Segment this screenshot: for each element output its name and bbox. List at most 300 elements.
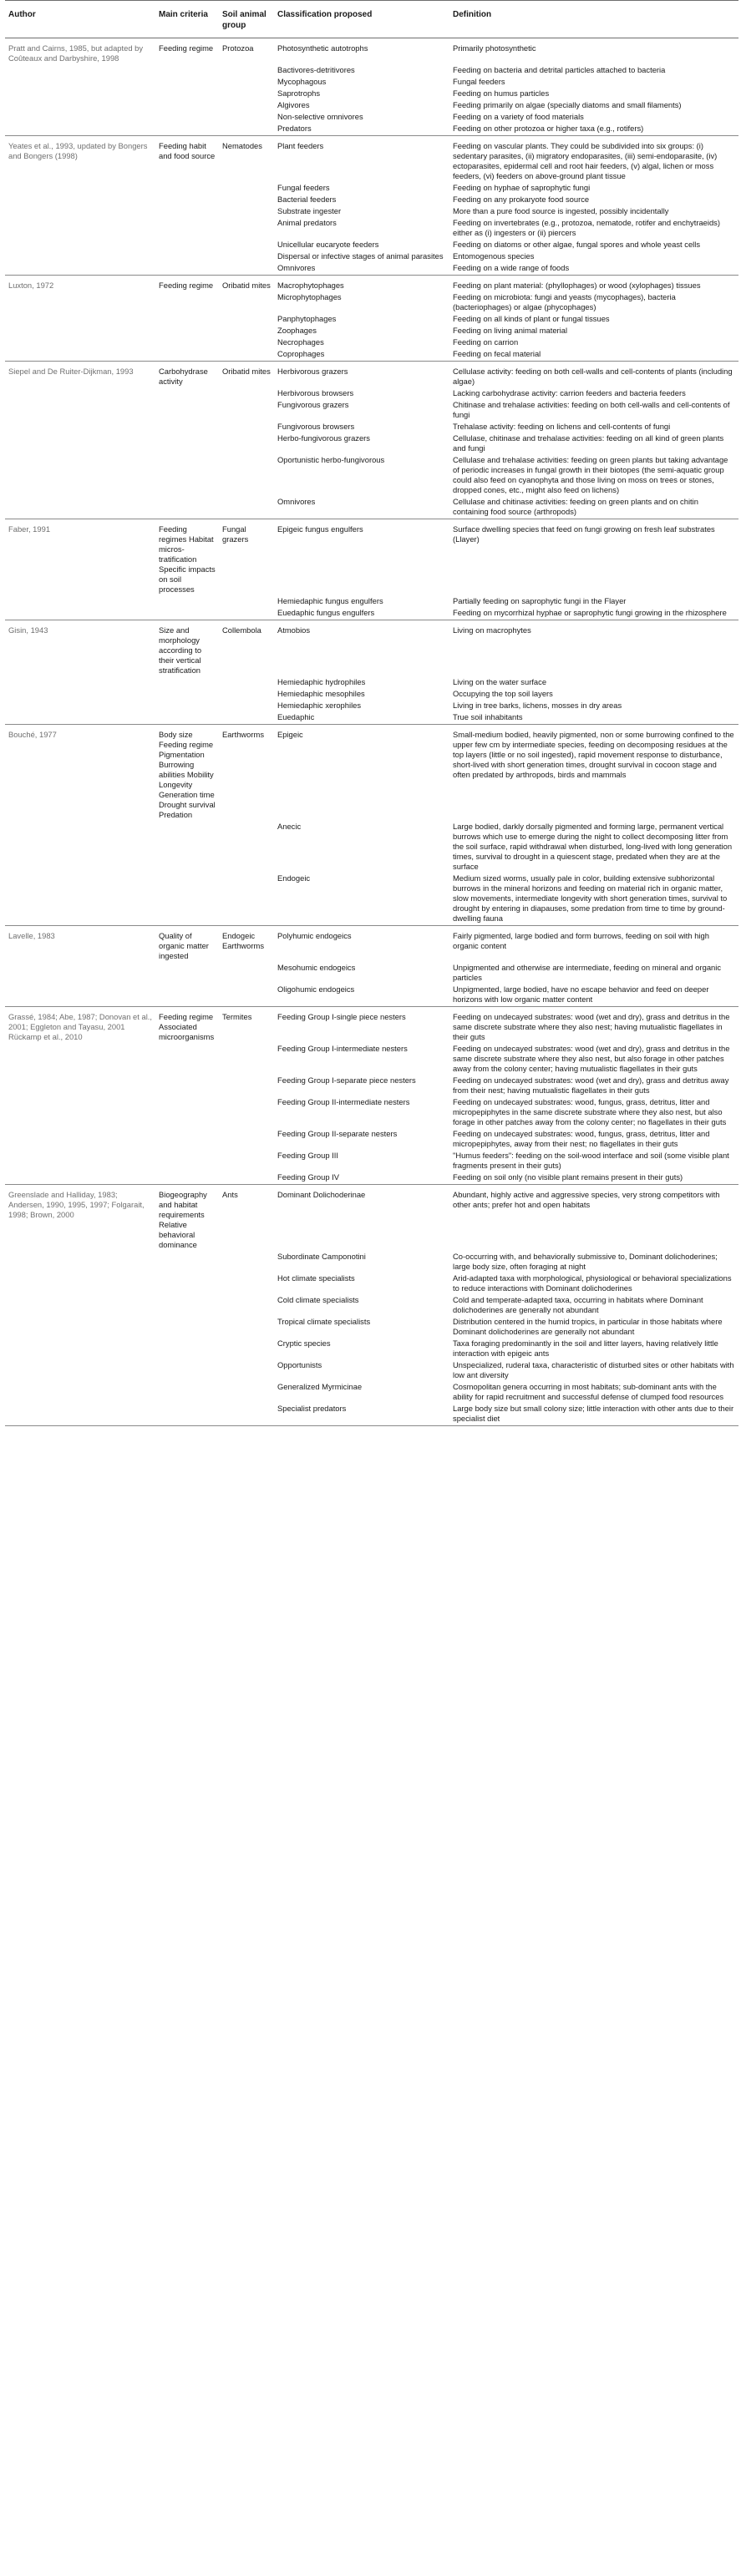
soil-group-cell [219,349,274,362]
author-cell [5,712,155,725]
classification-cell: Animal predators [277,218,337,227]
criteria-cell: Quality of organic matter ingested [159,931,209,960]
author-cell: Bouché, 1977 [8,730,57,739]
table-row [5,873,738,926]
classification-cell: Hemiedaphic xerophiles [277,701,362,710]
author-cell [5,1129,155,1151]
author-cell [5,337,155,349]
header-group: Soil animal group [219,1,274,38]
soil-group-cell [219,1044,274,1075]
table-row [5,725,738,822]
author-cell [5,873,155,926]
definition-cell: Small-medium bodied, heavily pigmented, non or some burrowing confined to the upper few cm by intermediate species, feeding on decomposing residues at the top layers (little or no soil ingested), rapid movement response to disturbance, short-lived with short generation times, drought survival in cocoon stage and often predated by arthropods, birds and mammals [453,730,734,779]
criteria-cell [155,963,219,984]
author-cell [5,689,155,701]
classification-cell: Cryptic species [277,1339,331,1348]
author-cell [5,1360,155,1382]
classification-cell: Euedaphic fungus engulfers [274,608,449,620]
definition-cell: Feeding on hyphae of saprophytic fungi [453,183,591,192]
criteria-cell [155,349,219,362]
author-cell [5,1097,155,1129]
definition-cell: Cosmopolitan genera occurring in most habitats; sub-dominant ants with the ability for rapid recruitment and successful defense of clumped food resources [453,1382,724,1401]
soil-group-cell [219,1339,274,1360]
criteria-cell [155,1252,219,1273]
table-row [5,689,738,701]
table-row [5,1007,738,1045]
soil-group-cell [219,251,274,263]
classification-cell: Feeding Group IV [274,1172,449,1185]
classification-cell: Feeding Group I-separate piece nesters [277,1075,416,1085]
author-cell [5,1075,155,1097]
author-cell [5,822,155,873]
classification-cell: Oligohumic endogeics [274,984,449,1007]
table-row [5,497,738,519]
definition-cell: Living on the water surface [453,677,547,686]
header-criteria: Main criteria [155,1,219,38]
definition-cell: Unpigmented and otherwise are intermediate, feeding on mineral and organic particles [453,963,722,982]
definition-cell: True soil inhabitants [449,712,738,725]
author-cell [5,263,155,276]
classification-cell: Oportunistic herbo-fungivorous [277,455,385,464]
soil-group-cell [219,1360,274,1382]
table-row [5,38,738,66]
definition-cell: Feeding primarily on algae (specially diatoms and small filaments) [453,100,682,109]
author-cell: Luxton, 1972 [8,281,54,290]
author-cell [5,677,155,689]
classification-cell: Substrate ingester [277,206,342,215]
table-body [5,38,738,1426]
definition-cell: Fairly pigmented, large bodied and form burrows, feeding on soil with high organic content [453,931,709,950]
definition-cell: "Humus feeders": feeding on the soil-wood interface and soil (some visible plant fragments present in their guts) [453,1151,729,1170]
table-row [5,337,738,349]
soil-group-cell: Earthworms [222,730,265,739]
definition-cell: Feeding on other protozoa or higher taxa (e.g., rotifers) [449,124,738,136]
criteria-cell [155,701,219,712]
classification-cell: Coprophages [274,349,449,362]
classification-cell: Mycophagous [277,77,327,86]
soil-group-cell [219,388,274,400]
author-cell [5,251,155,263]
table-row [5,712,738,725]
soil-group-cell: Nematodes [222,141,262,150]
criteria-cell [155,400,219,422]
soil-group-cell [219,1273,274,1295]
soil-group-cell [219,65,274,77]
classification-table [5,0,738,1426]
classification-cell: Fungivorous grazers [277,400,349,409]
soil-group-cell [219,873,274,926]
criteria-cell [155,77,219,89]
author-cell [5,596,155,608]
soil-group-cell [219,433,274,455]
soil-group-cell [219,677,274,689]
classification-cell: Mesohumic endogeics [277,963,356,972]
criteria-cell [155,1075,219,1097]
criteria-cell [155,124,219,136]
definition-cell: Lacking carbohydrase activity: carrion feeders and bacteria feeders [453,388,686,397]
classification-cell: Panphytophages [277,314,337,323]
author-cell [5,1252,155,1273]
criteria-cell [155,1317,219,1339]
soil-group-cell [219,984,274,1007]
table-row [5,112,738,124]
soil-group-cell [219,1317,274,1339]
soil-group-cell [219,1075,274,1097]
soil-group-cell [219,195,274,206]
definition-cell: More than a pure food source is ingested, possibly incidentally [453,206,669,215]
classification-cell: Opportunists [277,1360,322,1369]
author-cell [5,349,155,362]
soil-group-cell [219,422,274,433]
criteria-cell [155,873,219,926]
table-row [5,422,738,433]
header-classification: Classification proposed [274,1,449,38]
table-row [5,326,738,337]
table-row [5,240,738,251]
definition-cell: Medium sized worms, usually pale in color, building extensive subhorizontal burrows in the mineral horizons and feeding on material rich in organic matter, slow movements, intermediate longevity with short generation times, survival to drought by entering in diapauses, some predation from time to time by ground-dwelling fauna [449,873,738,926]
criteria-cell [155,388,219,400]
soil-group-cell [219,292,274,314]
criteria-cell [155,292,219,314]
classification-cell: Epigeic fungus engulfers [277,524,363,534]
author-cell [5,314,155,326]
classification-cell: Generalized Myrmicinae [277,1382,363,1391]
soil-group-cell [219,455,274,497]
table-row [5,362,738,389]
table-row [5,1252,738,1273]
criteria-cell [155,263,219,276]
definition-cell: Distribution centered in the humid tropics, in particular in those habitats where Dominant dolichoderines are generally not abundant [453,1317,723,1336]
author-cell [5,89,155,100]
soil-group-cell: Oribatid mites [222,281,271,290]
table-row [5,1185,738,1253]
soil-group-cell [219,963,274,984]
table-row [5,1382,738,1404]
author-cell: Faber, 1991 [8,524,51,534]
table-row [5,984,738,1007]
table-row [5,314,738,326]
definition-cell: Feeding on undecayed substrates: wood (wet and dry), grass and detritus in the same discrete substrate where they also nest, but also forage in other patches away from the colony center; having mutualistic flagellates in their guts [453,1044,730,1073]
soil-group-cell: Protozoa [222,43,254,53]
table-row [5,388,738,400]
criteria-cell [155,1404,219,1426]
soil-group-cell [219,1295,274,1317]
classification-cell: Unicellular eucaryote feeders [277,240,379,249]
classification-cell: Non-selective omnivores [277,112,363,121]
definition-cell: Feeding on microbiota: fungi and yeasts (mycophages), bacteria (bacteriophages) or algae (phycophages) [453,292,676,311]
classification-cell: Hemiedaphic fungus engulfers [277,596,383,605]
classification-cell: Predators [274,124,449,136]
classification-cell: Herbivorous browsers [277,388,354,397]
criteria-cell [155,112,219,124]
criteria-cell [155,195,219,206]
definition-cell: Cellulase activity: feeding on both cell-walls and cell-contents of plants (including algae) [453,367,733,386]
definition-cell: Surface dwelling species that feed on fungi growing on fresh leaf substrates (Llayer) [453,524,715,544]
classification-cell: Dominant Dolichoderinae [277,1190,366,1199]
definition-cell: Feeding on vascular plants. They could be subdivided into six groups: (i) sedentary parasites, (ii) migratory endoparasites, (iii) semi-endoparasite, (iv) ectoparasites, epidermal cell and root hair feeders, (v) algal, lichen or moss feeders, (vi) feeders on above-ground plant tissue [453,141,718,180]
soil-group-cell [219,701,274,712]
author-cell [5,400,155,422]
criteria-cell [155,677,219,689]
classification-cell: Atmobios [277,625,311,635]
soil-group-cell [219,263,274,276]
table-row [5,183,738,195]
author-cell [5,455,155,497]
definition-cell: Living on macrophytes [453,625,531,635]
classification-cell: Feeding Group I-intermediate nesters [277,1044,408,1053]
classification-cell: Cold climate specialists [277,1295,359,1304]
definition-cell: Co-occurring with, and behaviorally submissive to, Dominant dolichoderines; large body size, often foraging at night [453,1252,718,1271]
definition-cell: Living in tree barks, lichens, mosses in dry areas [453,701,622,710]
definition-cell: Abundant, highly active and aggressive species, very strong competitors with other ants; prefer hot and open habitats [453,1190,720,1209]
criteria-cell [155,596,219,608]
soil-group-cell: Endogeic Earthworms [222,931,265,950]
soil-group-cell [219,326,274,337]
criteria-cell [155,822,219,873]
classification-cell: Macrophytophages [277,281,344,290]
author-cell [5,326,155,337]
definition-cell: Cellulase and chitinase activities: feeding on green plants and on chitin containing food source (arthropods) [449,497,738,519]
author-cell [5,1382,155,1404]
soil-group-cell [219,1097,274,1129]
author-cell [5,77,155,89]
table-row [5,519,738,597]
table-row [5,263,738,276]
table-row [5,433,738,455]
criteria-cell: Feeding regime Associated microorganisms [159,1012,215,1041]
definition-cell: Large body size but small colony size; little interaction with other ants due to their specialist diet [449,1404,738,1426]
definition-cell: Feeding on carrion [453,337,519,347]
definition-cell: Feeding on undecayed substrates: wood (wet and dry), grass and detritus in the same discrete substrate where they also nest; having mutualistic flagellates in their guts [453,1012,730,1041]
definition-cell: Trehalase activity: feeding on lichens and cell-contents of fungi [453,422,671,431]
soil-group-cell [219,689,274,701]
table-row [5,65,738,77]
classification-cell: Omnivores [274,263,449,276]
table-row [5,124,738,136]
criteria-cell [155,422,219,433]
author-cell [5,984,155,1007]
classification-cell: Specialist predators [274,1404,449,1426]
table-row [5,620,738,678]
soil-group-cell [219,1172,274,1185]
author-cell [5,1404,155,1426]
definition-cell: Cellulase and trehalase activities: feeding on green plants but taking advantage of periodic increases in fungal growth in their biotopes (the semi-aquatic group could also feed on cyanophyta and those living on moss on trees or stones, dropped cones, etc., might also feed on lichens) [453,455,728,494]
table-row [5,292,738,314]
criteria-cell [155,183,219,195]
soil-group-cell [219,822,274,873]
table-row [5,136,738,184]
soil-group-cell [219,608,274,620]
criteria-cell [155,712,219,725]
table-row [5,1295,738,1317]
table-row [5,349,738,362]
soil-group-cell [219,337,274,349]
author-cell [5,65,155,77]
definition-cell: Feeding on humus particles [453,89,550,98]
classification-cell: Polyhumic endogeics [277,931,352,940]
definition-cell: Feeding on diatoms or other algae, fungal spores and whole yeast cells [453,240,701,249]
soil-group-cell [219,100,274,112]
definition-cell: Feeding on a wide range of foods [449,263,738,276]
author-cell [5,1044,155,1075]
author-cell [5,124,155,136]
criteria-cell: Size and morphology according to their vertical stratification [159,625,202,675]
table-row [5,701,738,712]
definition-cell: Partially feeding on saprophytic fungi in the Flayer [453,596,627,605]
definition-cell: Feeding on undecayed substrates: wood, fungus, grass, detritus, litter and micropepiphytes, away from their nest; no flagellates in their guts [453,1129,710,1148]
soil-group-cell [219,124,274,136]
definition-cell: Feeding on any prokaryote food source [453,195,590,204]
definition-cell: Feeding on plant material: (phyllophages) or wood (xylophages) tissues [453,281,701,290]
table-row [5,677,738,689]
classification-cell: Zoophages [277,326,317,335]
classification-cell: Microphytophages [277,292,342,301]
soil-group-cell [219,314,274,326]
classification-cell: Tropical climate specialists [277,1317,371,1326]
definition-cell: Feeding on undecayed substrates: wood, fungus, grass, detritus, litter and micropepiphytes in the same discrete substrate where they also nest, but also forage in other patches away from the colony center; no flagellates in their guts [453,1097,727,1126]
soil-group-cell [219,206,274,218]
author-cell: Gisin, 1943 [8,625,48,635]
definition-cell: Entomogenous species [453,251,535,261]
author-cell [5,1295,155,1317]
criteria-cell [155,497,219,519]
definition-cell: Unpigmented, large bodied, have no escape behavior and feed on deeper horizons with low organic matter content [449,984,738,1007]
table-row [5,1339,738,1360]
classification-cell: Hot climate specialists [277,1273,355,1283]
criteria-cell: Feeding regime [159,281,214,290]
criteria-cell [155,608,219,620]
table-row [5,206,738,218]
definition-cell: Feeding on bacteria and detrital particles attached to bacteria [453,65,666,74]
table-row [5,926,738,964]
classification-cell: Feeding Group III [277,1151,338,1160]
table-row [5,1172,738,1185]
author-cell [5,433,155,455]
soil-group-cell [219,1252,274,1273]
soil-group-cell [219,400,274,422]
criteria-cell [155,326,219,337]
criteria-cell: Carbohydrase activity [159,367,208,386]
classification-cell: Fungivorous browsers [277,422,355,431]
soil-group-cell: Collembola [222,625,261,635]
soil-group-cell: Termites [222,1012,252,1021]
classification-cell: Subordinate Camponotini [277,1252,366,1261]
author-cell [5,1339,155,1360]
classification-cell: Necrophages [277,337,324,347]
criteria-cell [155,100,219,112]
classification-cell: Epigeic [277,730,303,739]
table-row [5,608,738,620]
soil-group-cell [219,183,274,195]
criteria-cell: Feeding habit and food source [159,141,216,160]
criteria-cell [155,314,219,326]
criteria-cell: Body size Feeding regime Pigmentation Burrowing abilities Mobility Longevity Generation time Drought survival Predation [159,730,216,819]
author-cell [5,195,155,206]
table-row [5,89,738,100]
table-row [5,596,738,608]
table-row [5,1129,738,1151]
author-cell [5,963,155,984]
soil-group-cell [219,112,274,124]
author-cell [5,701,155,712]
criteria-cell [155,251,219,263]
soil-group-cell: Oribatid mites [222,367,271,376]
author-cell: Lavelle, 1983 [8,931,55,940]
criteria-cell [155,240,219,251]
definition-cell: Cellulase, chitinase and trehalase activities: feeding on all kind of green plants and fungi [453,433,724,453]
classification-cell: Fungal feeders [277,183,330,192]
table-row [5,822,738,873]
soil-group-cell [219,77,274,89]
author-cell [5,1317,155,1339]
table-row [5,251,738,263]
table-header [5,1,738,38]
criteria-cell [155,1360,219,1382]
definition-cell: Fungal feeders [453,77,505,86]
criteria-cell [155,1339,219,1360]
table-row [5,1317,738,1339]
author-cell: Greenslade and Halliday, 1983; Andersen, 1990, 1995, 1997; Folgarait, 1998; Brown, 2000 [8,1190,145,1219]
author-cell [5,100,155,112]
author-cell [5,608,155,620]
classification-cell: Euedaphic [274,712,449,725]
definition-cell: Cold and temperate-adapted taxa, occurring in habitats where Dominant dolichoderines are generally not abundant [453,1295,703,1314]
table-row [5,276,738,293]
criteria-cell [155,89,219,100]
header-author: Author [5,1,155,38]
soil-group-cell [219,218,274,240]
soil-group-cell [219,596,274,608]
classification-cell: Dispersal or infective stages of animal parasites [277,251,444,261]
criteria-cell: Feeding regimes Habitat micros-tratification Specific impacts on soil processes [159,524,216,594]
classification-cell: Feeding Group II-intermediate nesters [277,1097,410,1106]
author-cell: Pratt and Cairns, 1985, but adapted by Coûteaux and Darbyshire, 1998 [8,43,144,63]
classification-cell: Herbo-fungivorous grazers [277,433,370,443]
classification-cell: Plant feeders [277,141,324,150]
classification-cell: Herbivorous grazers [277,367,348,376]
table-row [5,1075,738,1097]
table-row [5,100,738,112]
definition-cell: Feeding on mycorrhizal hyphae or saprophytic fungi growing in the rhizosphere [449,608,738,620]
criteria-cell: Biogeography and habitat requirements Relative behavioral dominance [159,1190,207,1249]
criteria-cell [155,455,219,497]
criteria-cell [155,689,219,701]
classification-cell: Endogeic [274,873,449,926]
criteria-cell [155,1295,219,1317]
classification-cell: Feeding Group I-single piece nesters [277,1012,406,1021]
criteria-cell [155,433,219,455]
definition-cell: Feeding on fecal material [449,349,738,362]
classification-cell: Bactivores-detritivores [277,65,355,74]
criteria-cell [155,206,219,218]
table-row [5,195,738,206]
author-cell [5,240,155,251]
table-row [5,963,738,984]
author-cell: Grassé, 1984; Abe, 1987; Donovan et al., 2001; Eggleton and Tayasu, 2001 Rückamp et al., 2010 [8,1012,152,1041]
table-row [5,77,738,89]
author-cell [5,422,155,433]
definition-cell: Chitinase and trehalase activities: feeding on both cell-walls and cell-contents of fungi [453,400,730,419]
soil-group-cell [219,1129,274,1151]
table-row [5,1273,738,1295]
classification-cell: Algivores [277,100,310,109]
table-row [5,455,738,497]
definition-cell: Feeding on living animal material [453,326,568,335]
table-row [5,400,738,422]
author-cell [5,1151,155,1172]
definition-cell: Arid-adapted taxa with morphological, physiological or behavioral specializations to reduce interactions with Dominant dolichoderines [453,1273,732,1293]
soil-group-cell [219,497,274,519]
